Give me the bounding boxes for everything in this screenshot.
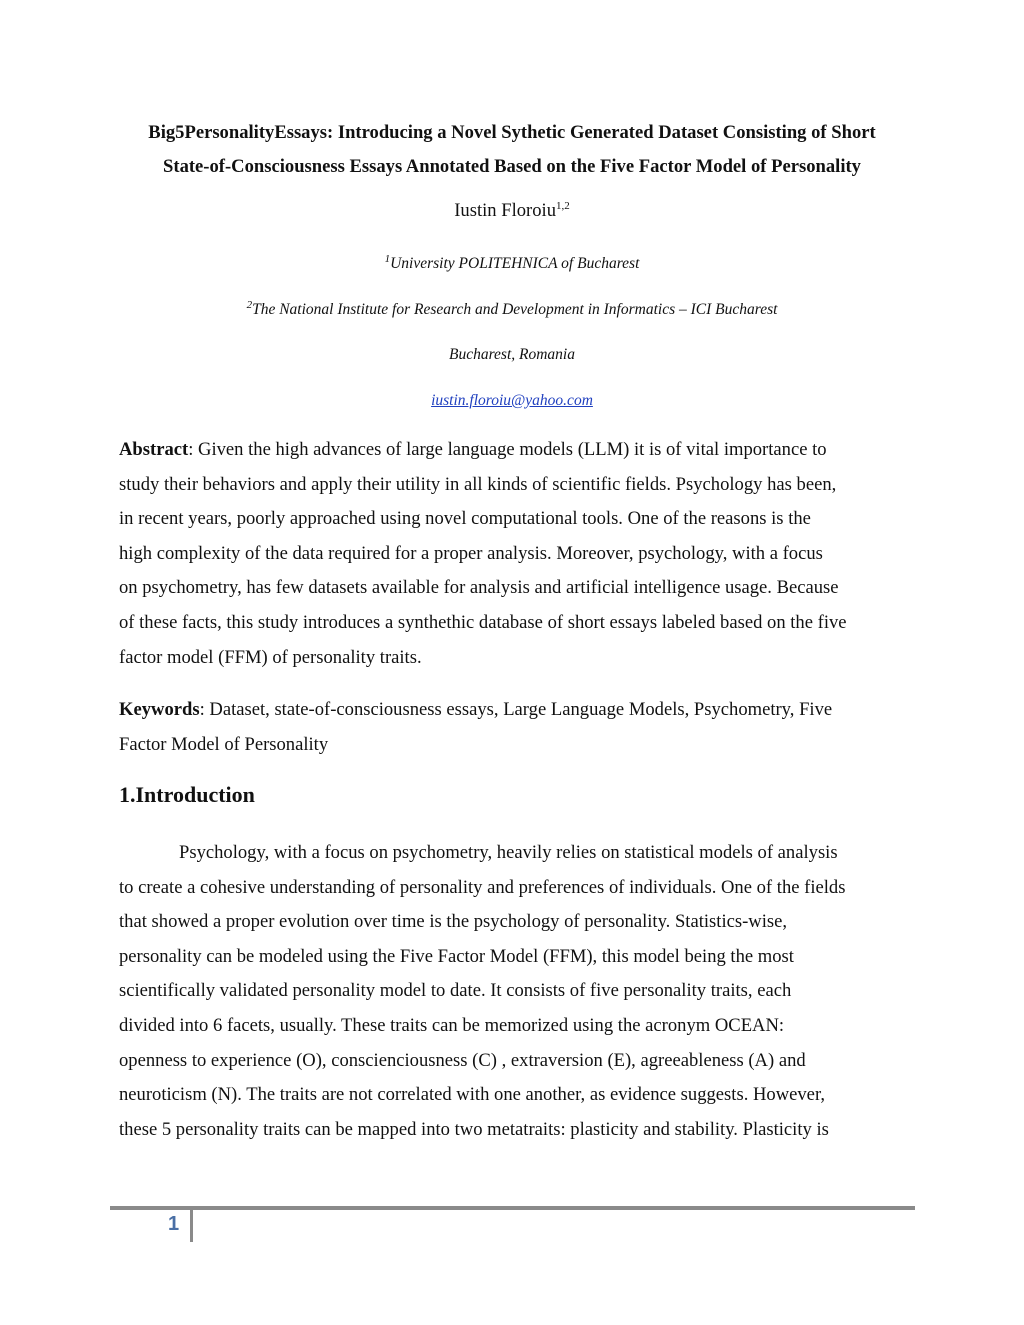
- location: Bucharest, Romania: [449, 346, 575, 363]
- keywords-line-2: Factor Model of Personality: [119, 733, 329, 755]
- introduction-body: [119, 836, 909, 1147]
- page-number: 1: [168, 1213, 180, 1235]
- affiliation-2: [0, 298, 1024, 319]
- intro-line-5: scientifically validated personality model to date. It consists of five personality traits, each: [119, 980, 792, 1002]
- section-heading-introduction: 1.Introduction: [119, 782, 255, 807]
- intro-line-4: personality can be modeled using the Five Factor Model (FFM), this model being the most: [119, 945, 794, 967]
- intro-line-6: divided into 6 facets, usually. These traits can be memorized using the acronym OCEAN:: [119, 1014, 785, 1036]
- email-link[interactable]: iustin.floroiu@yahoo.com: [431, 392, 593, 409]
- abstract-label: Abstract: [119, 439, 189, 460]
- author: [0, 200, 1024, 222]
- intro-line-8: neuroticism (N). The traits are not correlated with one another, as evidence suggests. However,: [119, 1084, 826, 1106]
- affiliation-1: [0, 252, 1024, 273]
- abstract-line-2: study their behaviors and apply their utility in all kinds of scientific fields. Psychology has been,: [119, 473, 837, 495]
- intro-line-2: to create a cohesive understanding of personality and preferences of individuals. One of the fields: [119, 876, 846, 898]
- title-line-2: State-of-Consciousness Essays Annotated Based on the Five Factor Model of Personality: [163, 156, 861, 177]
- abstract-line-7: factor model (FFM) of personality traits.: [119, 646, 422, 668]
- footer-rule: [110, 1206, 915, 1210]
- keywords: [119, 693, 909, 762]
- affiliation-2-text: The National Institute for Research and Development in Informatics – ICI Bucharest: [252, 301, 778, 318]
- abstract-line-5: on psychometry, has few datasets available for analysis and artificial intelligence usage. Because: [119, 577, 839, 599]
- author-affiliation-marks: 1,2: [556, 199, 570, 212]
- abstract-line-3: in recent years, poorly approached using novel computational tools. One of the reasons is the: [119, 508, 811, 530]
- title-line-1: Big5PersonalityEssays: Introducing a Novel Sythetic Generated Dataset Consisting of Short: [148, 122, 876, 143]
- intro-line-1: Psychology, with a focus on psychometry, heavily relies on statistical models of analysis: [179, 842, 838, 863]
- footer-divider: [190, 1208, 193, 1242]
- keywords-line-1: Keywords: Dataset, state-of-consciousness essays, Large Language Models, Psychometry, Five: [119, 699, 833, 720]
- abstract: [119, 433, 909, 675]
- abstract-line-6: of these facts, this study introduces a synthethic database of short essays labeled based on the five: [119, 611, 847, 633]
- author-name: Iustin Floroiu: [454, 200, 556, 221]
- abstract-line-4: high complexity of the data required for a proper analysis. Moreover, psychology, with a focus: [119, 542, 823, 564]
- intro-line-7: openness to experience (O), conscienciousness (C) , extraversion (E), agreeableness (A) and: [119, 1049, 806, 1071]
- affiliation-1-text: University POLITEHNICA of Bucharest: [390, 255, 640, 272]
- paper-title: [0, 116, 1024, 184]
- intro-line-3: that showed a proper evolution over time is the psychology of personality. Statistics-wise,: [119, 911, 788, 933]
- abstract-line-1: Abstract: Given the high advances of large language models (LLM) it is of vital importance to: [119, 439, 827, 460]
- email-line: [0, 392, 1024, 410]
- keywords-label: Keywords: [119, 699, 200, 720]
- intro-line-9: these 5 personality traits can be mapped into two metatraits: plasticity and stability. Plasticity is: [119, 1118, 829, 1140]
- affiliation-1-mark: 1: [384, 252, 391, 265]
- affiliation-2-mark: 2: [246, 298, 253, 311]
